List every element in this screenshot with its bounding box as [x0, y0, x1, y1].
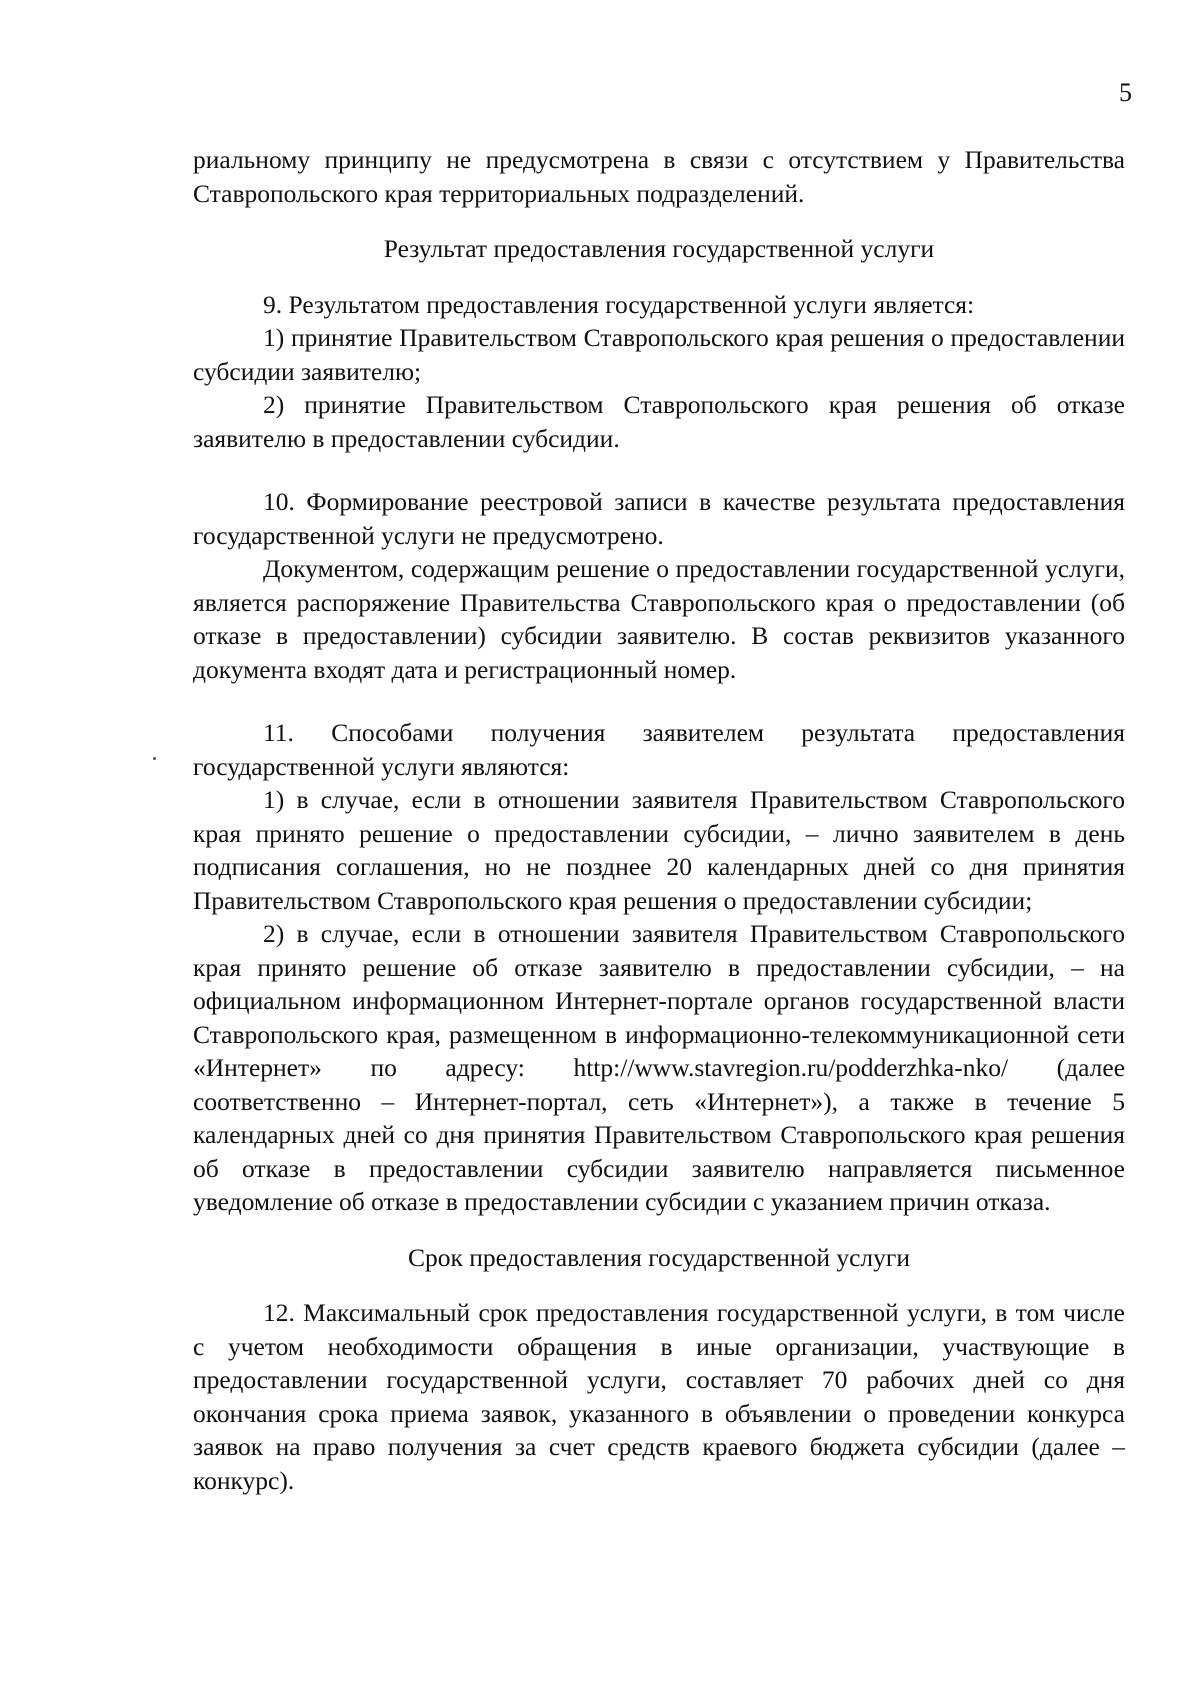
paragraph-12: 12. Максимальный срок предоставления государственной услуги, в том числе с учетом необходимости обращения в иные организации, участвующие в предоставлении государственной услуги, составляет 70 рабочих дней со дня окончания срока приема заявок, указанного в объявлении о проведении конкурса заявок на право получения за счет средств краевого бюджета субсидии (далее – конкурс).	[193, 1298, 1125, 1495]
scan-speck	[153, 757, 156, 760]
intro-paragraph: риальному принципу не предусмотрена в связи с отсутствием у Правительства Ставропольского края территориальных подразделений.	[193, 145, 1125, 208]
paragraph-11-item-2-text-b: (далее соответственно – Интернет-портал, сеть «Интернет»), а также в течение 5 календарных дней со дня принятия Правительством Ставропольского края решения об отказе в предоставлении субсидии заявителю направляется письменное уведомление об отказе в предоставлении субсидии с указанием причин отказа.	[193, 1053, 1126, 1216]
paragraph-9-item-1: 1) принятие Правительством Ставропольского края решения о предоставлении субсидии заявителю;	[193, 323, 1125, 386]
paragraph-11-lead: 11. Способами получения заявителем результата предоставления государственной услуги являются:	[193, 718, 1125, 781]
paragraph-10-document: Документом, содержащим решение о предоставлении государственной услуги, является распоряжение Правительства Ставропольского края о предоставлении (об отказе в предоставлении) субсидии заявителю. В состав реквизитов указанного документа входят дата и регистрационный номер.	[193, 554, 1125, 684]
section-heading-result: Результат предоставления государственной услуги	[383, 234, 935, 263]
paragraph-11-item-2	[193, 917, 1125, 1219]
document-body	[193, 143, 1125, 1497]
paragraph-9-lead: 9. Результатом предоставления государственной услуги является:	[263, 289, 975, 319]
paragraph-11-item-2-text-a: 2) в случае, если в отношении заявителя Правительством Ставропольского края принято решение об отказе заявителю в предоставлении субсидии, – на официальном информационном Интернет-портале органов государственной власти Ставропольского края, размещенном в информационно-телекоммуникационной сети «Интернет» по адресу:	[193, 919, 1125, 1082]
paragraph-10-lead: 10. Формирование реестровой записи в качестве результата предоставления государственной услуги не предусмотрено.	[193, 487, 1125, 550]
paragraph-11-item-1: 1) в случае, если в отношении заявителя Правительством Ставропольского края принято решение о предоставлении субсидии, – лично заявителем в день подписания соглашения, но не позднее 20 календарных дней со дня принятия Правительством Ставропольского края решения о предоставлении субсидии;	[193, 785, 1125, 915]
page-number: 5	[1119, 78, 1132, 107]
portal-url: http://www.stavregion.ru/podderzhka-nko/	[573, 1053, 1009, 1082]
paragraph-9-item-2: 2) принятие Правительством Ставропольского края решения об отказе заявителю в предоставлении субсидии.	[193, 390, 1125, 453]
section-heading-term: Срок предоставления государственной услуги	[407, 1242, 910, 1272]
